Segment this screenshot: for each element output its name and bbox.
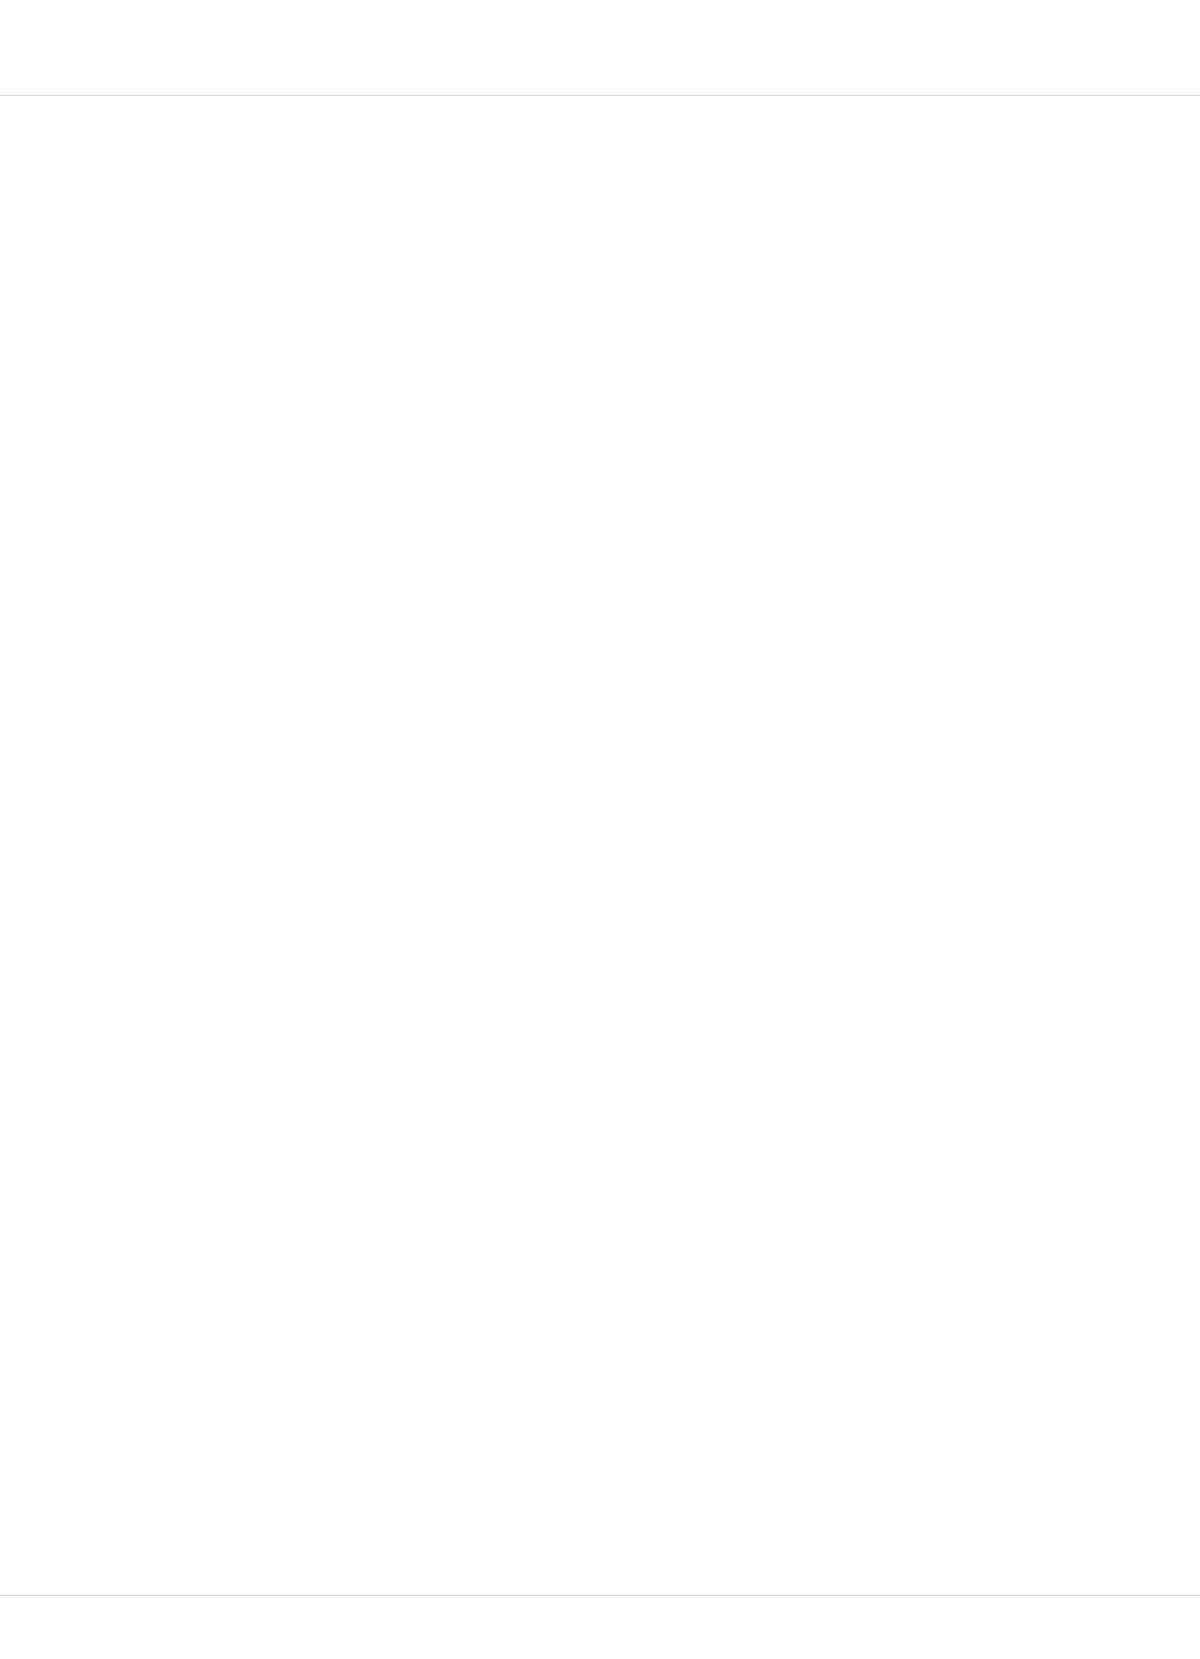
document-body	[72, 96, 1128, 1595]
page-footer	[0, 1595, 1200, 1659]
page-header	[0, 0, 1200, 96]
